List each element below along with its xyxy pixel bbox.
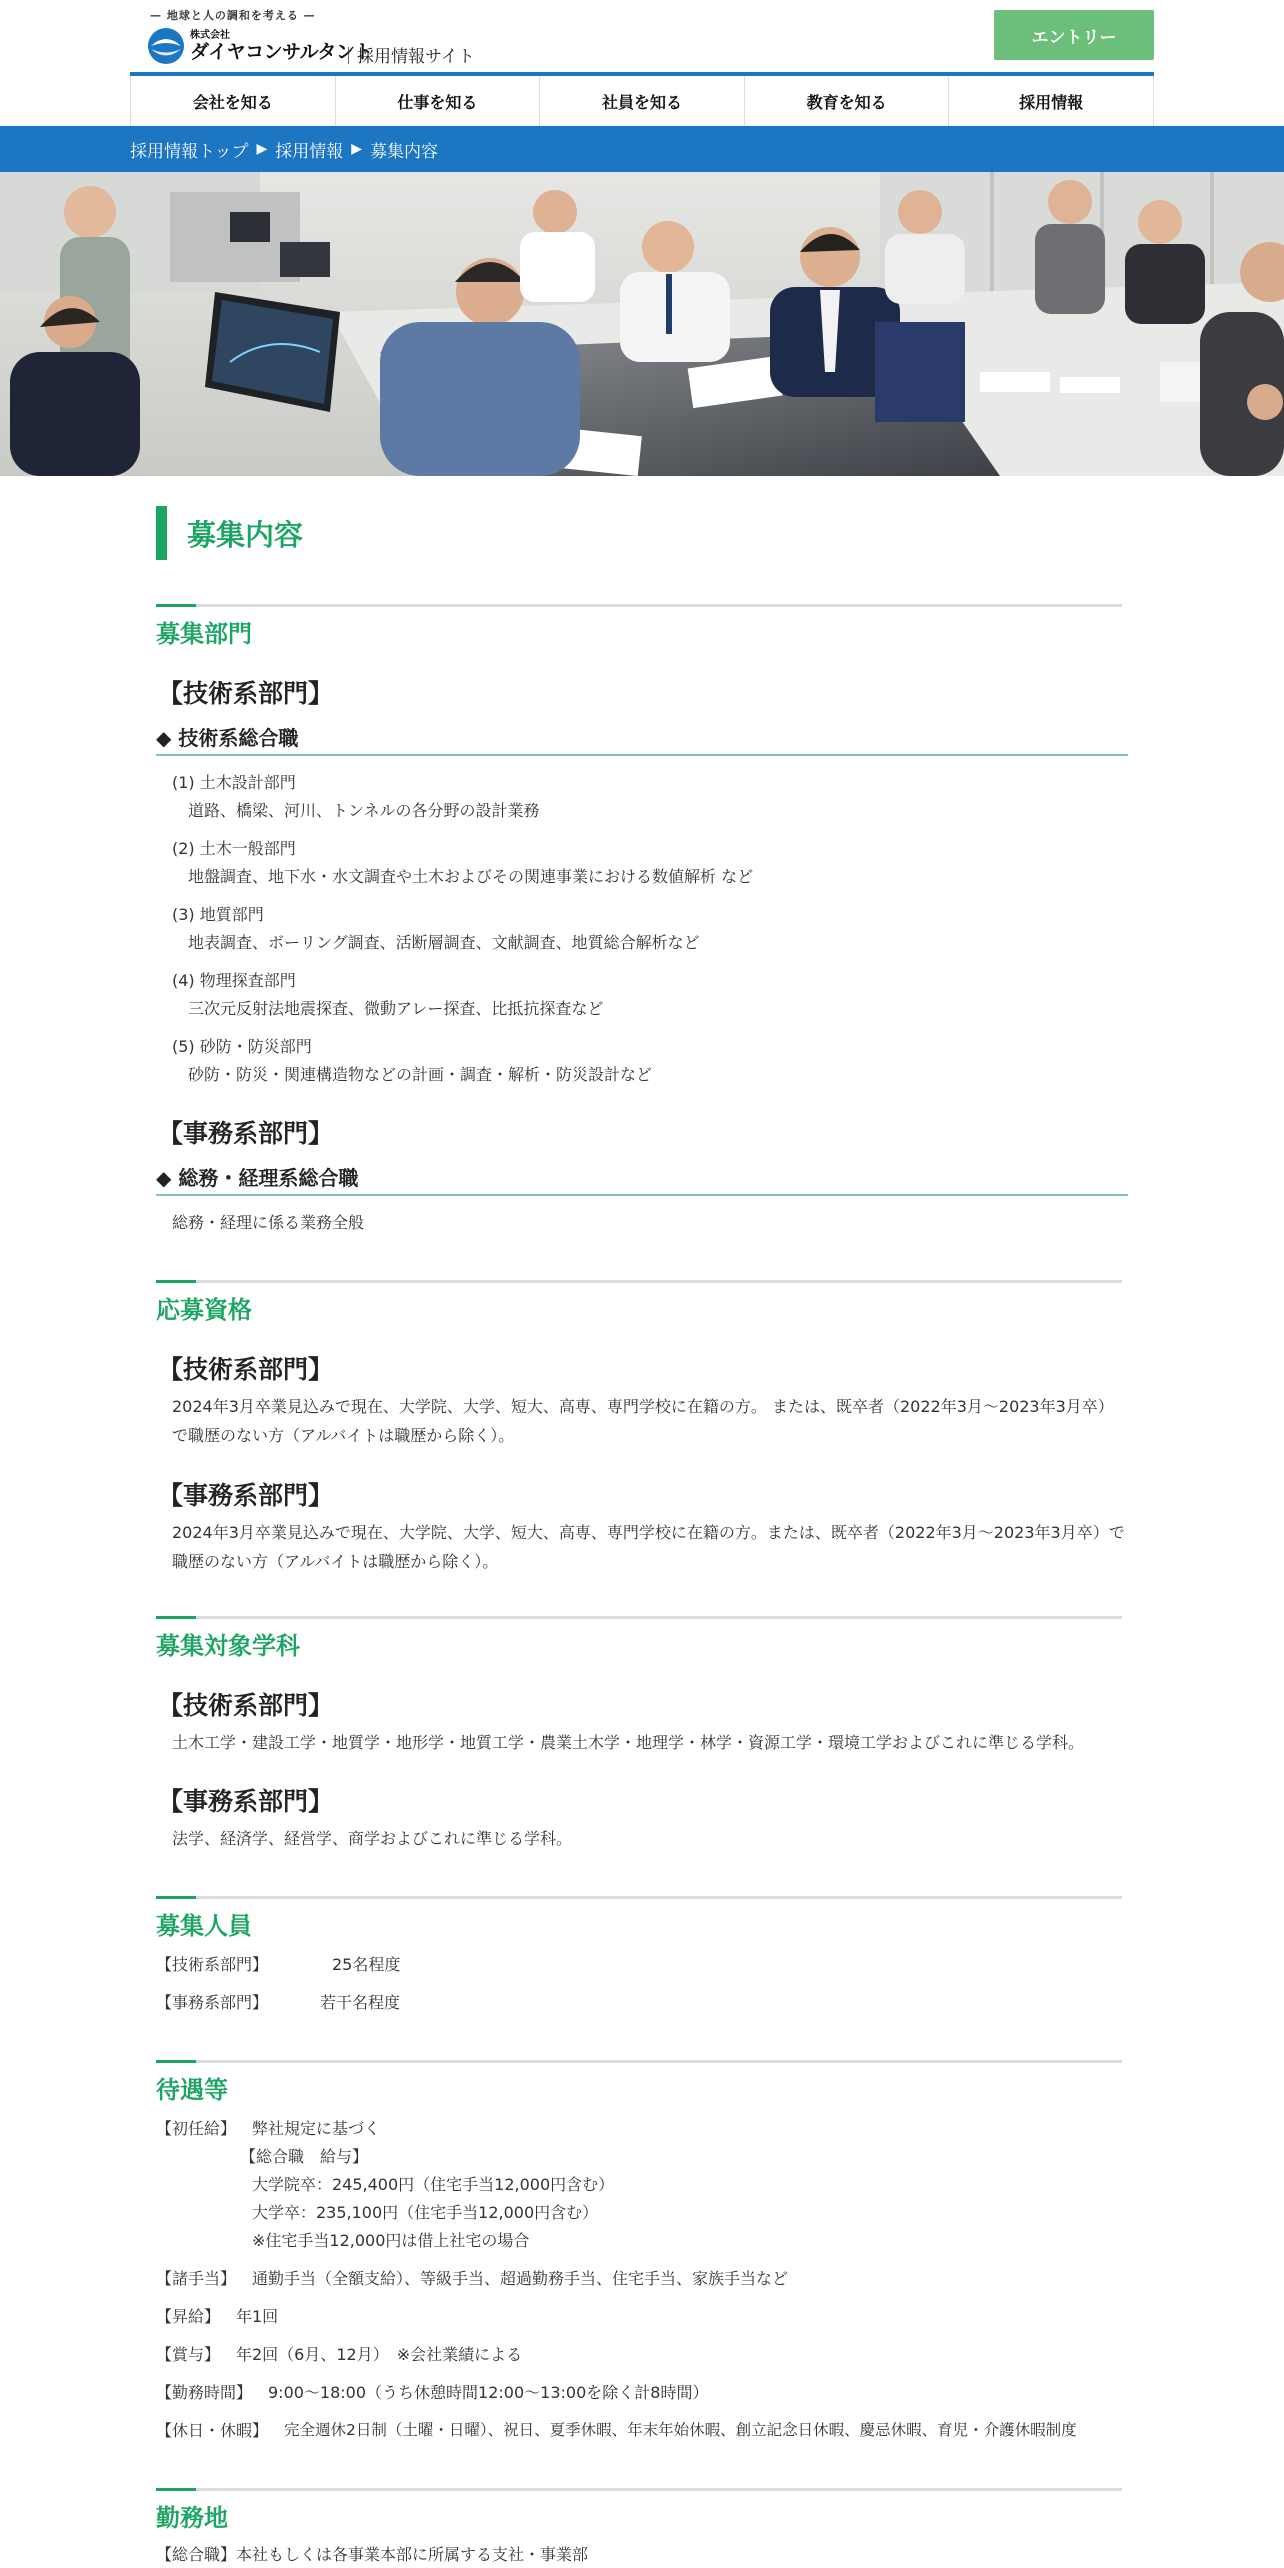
tech-item-desc: 砂防・防災・関連構造物などの計画・調査・解析・防災設計など	[188, 1065, 653, 1084]
breadcrumb-link-recruit[interactable]: 採用情報	[275, 141, 344, 162]
dept-title-office: 【事務系部門】	[158, 1787, 334, 1816]
benefit-label: 【賞与】	[156, 2345, 221, 2364]
subsection-heading-tech: ◆ 技術系総合職	[156, 722, 1128, 756]
qualification-text-tech: 2024年3月卒業見込みで現在、大学院、大学、短大、高専、専門学校に在籍の方。 または、既卒者（2022年3月～2023年3月卒）で職歴のない方（アルバイトは職歴から除く）。	[172, 1397, 1114, 1445]
company-logo[interactable]	[146, 26, 373, 66]
logo-small-text: 株式会社	[190, 29, 230, 41]
benefit-value: 年1回	[236, 2307, 279, 2326]
nav-item-education[interactable]: 教育を知る	[745, 76, 950, 126]
benefit-value: 完全週休2日制（土曜・日曜）、祝日、夏季休暇、年末年始休暇、創立記念日休暇、慶忌休暇、育児・介護休暇制度	[284, 2421, 1077, 2439]
headcount-value: 25名程度	[332, 1955, 401, 1974]
section-title: 募集人員	[156, 1912, 252, 1940]
section-divider	[156, 2060, 1122, 2063]
section-divider	[156, 1280, 1122, 1283]
section-title: 募集部門	[156, 620, 252, 648]
section-divider-accent	[156, 1896, 196, 1899]
salary-line: ※住宅手当12,000円は借上社宅の場合	[252, 2231, 530, 2250]
nav-item-work[interactable]: 仕事を知る	[336, 76, 541, 126]
section-title: 待遇等	[156, 2076, 228, 2104]
dept-title-office: 【事務系部門】	[158, 1119, 334, 1148]
breadcrumb	[0, 126, 1284, 172]
salary-head: 【総合職 給与】	[240, 2147, 369, 2166]
logo-main-text: ダイヤコンサルタント	[190, 40, 373, 63]
nav-item-staff[interactable]: 社員を知る	[540, 76, 745, 126]
benefit-value: 9:00～18:00（うち休憩時間12:00～13:00を除く計8時間）	[268, 2383, 709, 2402]
dept-title-tech: 【技術系部門】	[158, 679, 334, 708]
tagline: — 地球と人の調和を考える —	[150, 9, 316, 22]
benefit-label: 【昇給】	[156, 2307, 221, 2326]
benefit-label: 【諸手当】	[156, 2269, 237, 2288]
breadcrumb-separator-icon: ▶	[256, 141, 268, 157]
tech-item-name: (1) 土木設計部門	[172, 773, 296, 792]
benefit-value: 通勤手当（全額支給）、等級手当、超過勤務手当、住宅手当、家族手当など	[252, 2269, 789, 2288]
page-title: 募集内容	[156, 506, 303, 560]
subsection-heading-office: ◆ 総務・経理系総合職	[156, 1162, 1128, 1196]
section-divider	[156, 604, 1122, 607]
breadcrumb-link-top[interactable]: 採用情報トップ	[130, 141, 249, 162]
hero-photo	[0, 172, 1284, 476]
tech-item-name: (2) 土木一般部門	[172, 839, 296, 858]
headcount-label: 【技術系部門】	[156, 1955, 269, 1974]
section-title: 募集対象学科	[156, 1632, 300, 1660]
tech-item-desc: 道路、橋梁、河川、トンネルの各分野の設計業務	[188, 801, 540, 820]
global-nav	[130, 76, 1154, 126]
tech-item-desc: 地盤調査、地下水・水文調査や土木およびその関連事業における数値解析 など	[188, 867, 754, 886]
headcount-value: 若干名程度	[320, 1993, 401, 2012]
salary-line: 大学院卒：245,400円（住宅手当12,000円含む）	[252, 2175, 615, 2194]
target-faculties-tech: 土木工学・建設工学・地質学・地形学・地質工学・農業土木学・地理学・林学・資源工学・環境工学およびこれに準じる学科。	[172, 1733, 1085, 1752]
nav-item-recruit[interactable]: 採用情報	[949, 76, 1154, 126]
section-divider	[156, 1616, 1122, 1619]
starting-salary-value: 弊社規定に基づく	[252, 2119, 381, 2138]
site-header	[0, 0, 1284, 74]
tech-item-desc: 地表調査、ボーリング調査、活断層調査、文献調査、地質総合解析など	[188, 933, 700, 952]
section-divider-accent	[156, 2060, 196, 2063]
office-desc: 総務・経理に係る業務全般	[172, 1213, 365, 1232]
work-location-text: 【総合職】本社もしくは各事業本部に所属する支社・事業部	[156, 2545, 589, 2564]
qualification-text-office: 2024年3月卒業見込みで現在、大学院、大学、短大、高専、専門学校に在籍の方。または、既卒者（2022年3月～2023年3月卒）で職歴のない方（アルバイトは職歴から除く）。	[172, 1523, 1125, 1571]
benefit-label: 【休日・休暇】	[156, 2421, 269, 2440]
benefit-value: 年2回（6月、12月） ※会社業績による	[236, 2345, 523, 2364]
dept-title-office: 【事務系部門】	[158, 1481, 334, 1510]
site-subtitle: ｜採用情報サイト	[340, 47, 475, 67]
section-divider	[156, 1896, 1122, 1899]
section-title: 応募資格	[156, 1296, 252, 1324]
tech-item-name: (4) 物理探査部門	[172, 971, 296, 990]
dept-title-tech: 【技術系部門】	[158, 1355, 334, 1384]
starting-salary-label: 【初任給】	[156, 2119, 237, 2138]
tech-item-name: (3) 地質部門	[172, 905, 264, 924]
office-meeting-illustration	[0, 172, 1284, 476]
entry-button[interactable]: エントリー	[994, 10, 1154, 60]
section-divider-accent	[156, 1616, 196, 1619]
section-divider-accent	[156, 2488, 196, 2491]
breadcrumb-separator-icon: ▶	[351, 141, 363, 157]
section-title: 勤務地	[156, 2504, 228, 2532]
salary-line: 大学卒：235,100円（住宅手当12,000円含む）	[252, 2203, 599, 2222]
dept-title-tech: 【技術系部門】	[158, 1691, 334, 1720]
target-faculties-office: 法学、経済学、経営学、商学およびこれに準じる学科。	[172, 1829, 573, 1848]
tech-item-desc: 三次元反射法地震探査、微動アレー探査、比抵抗探査など	[188, 999, 604, 1018]
section-divider-accent	[156, 604, 196, 607]
breadcrumb-current: 募集内容	[370, 141, 439, 162]
logo-mark-icon	[146, 26, 186, 66]
nav-item-company[interactable]: 会社を知る	[131, 76, 336, 126]
section-divider	[156, 2488, 1122, 2491]
section-divider-accent	[156, 1280, 196, 1283]
headcount-label: 【事務系部門】	[156, 1993, 269, 2012]
benefit-label: 【勤務時間】	[156, 2383, 253, 2402]
tech-item-name: (5) 砂防・防災部門	[172, 1037, 312, 1056]
